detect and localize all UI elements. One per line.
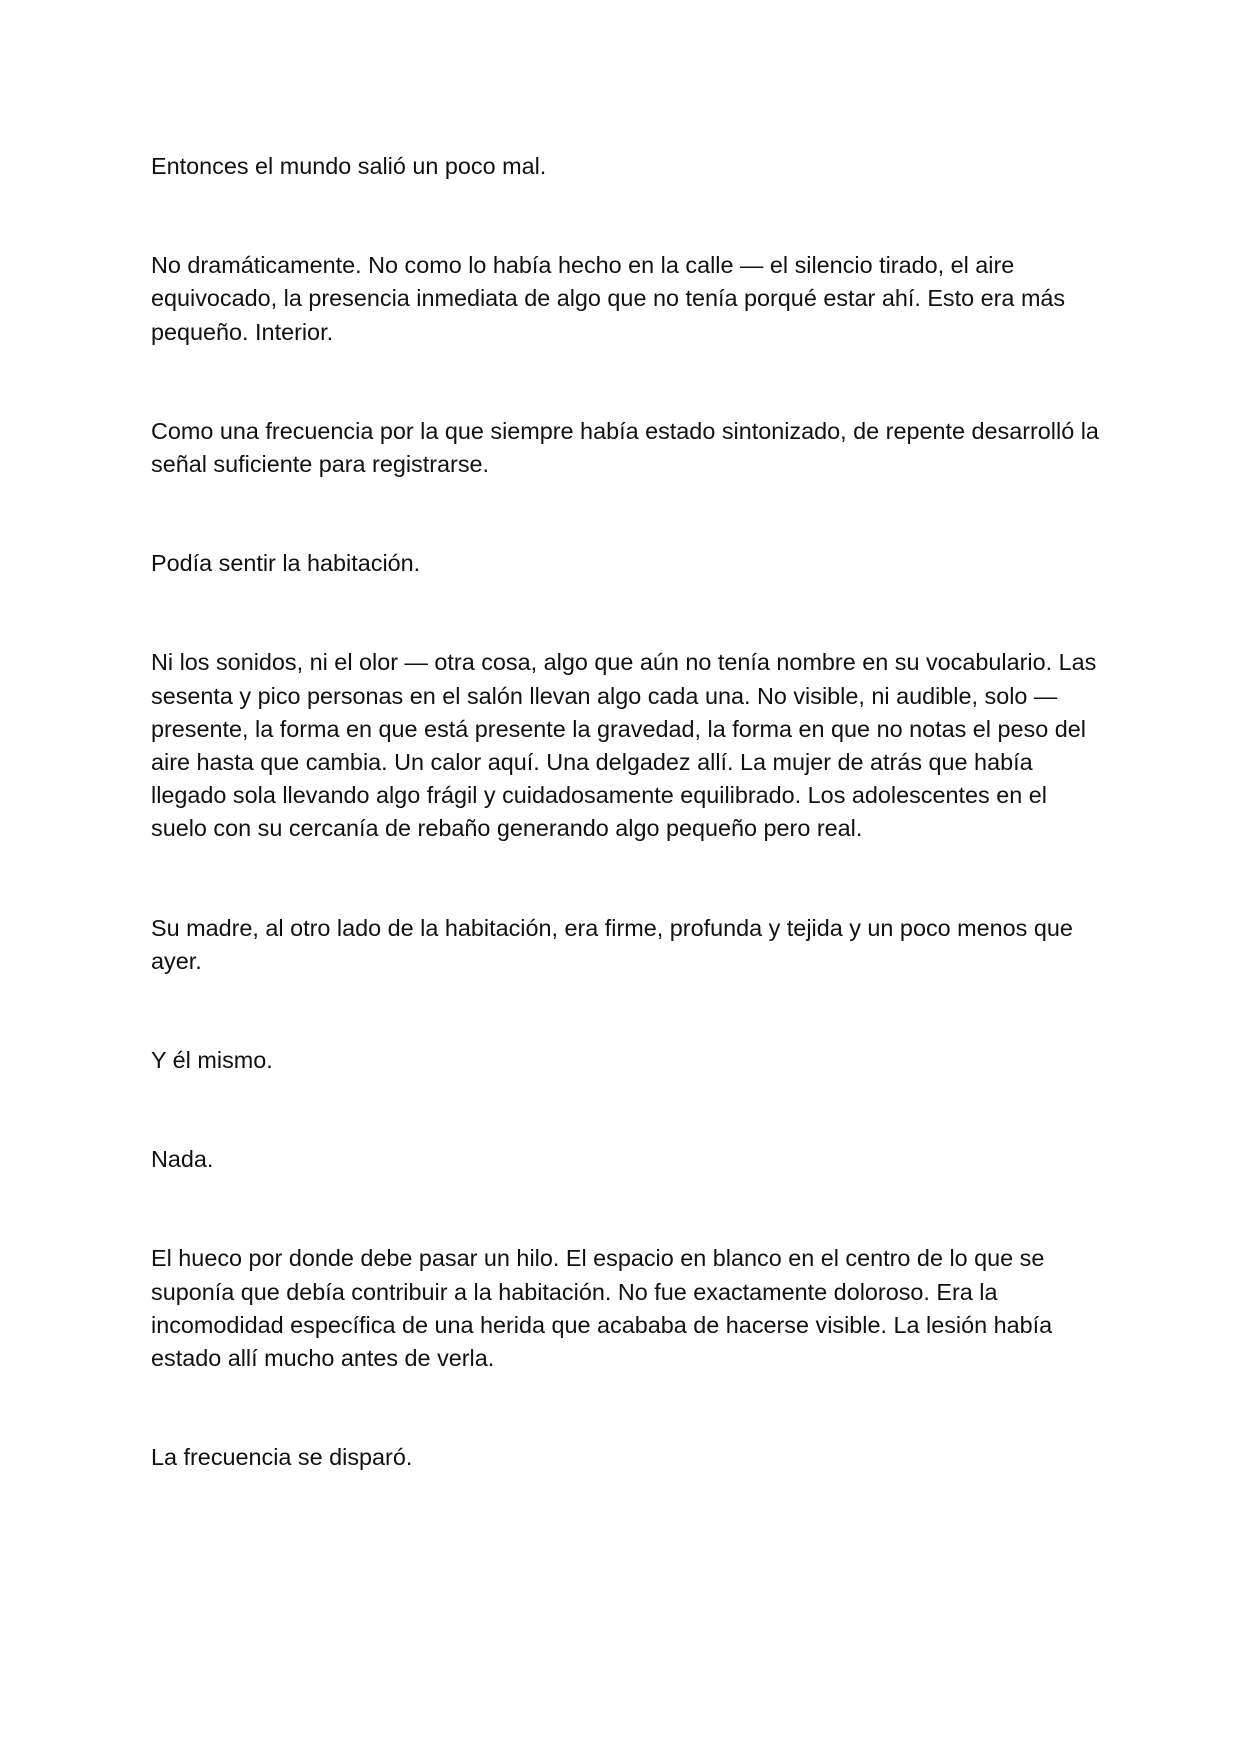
paragraph: El hueco por donde debe pasar un hilo. El espacio en blanco en el centro de lo que se suponía que debía contribuir a la habitación. No fue exactamente doloroso. Era la incomodidad específica de una herida que acababa de hacerse visible. La lesión había estado allí mucho antes de verla. (151, 1245, 1053, 1372)
paragraph: Nada. (151, 1146, 214, 1173)
paragraph: Entonces el mundo salió un poco mal. (151, 153, 547, 179)
paragraph: Su madre, al otro lado de la habitación, era firme, profunda y tejida y un poco menos que ayer. (151, 914, 1073, 974)
paragraph: La frecuencia se disparó. (151, 1444, 413, 1471)
document-body (151, 150, 1101, 1474)
paragraph: Y él mismo. (151, 1047, 273, 1074)
paragraph: No dramáticamente. No como lo había hecho en la calle — el silencio tirado, el aire equivocado, la presencia inmediata de algo que no tenía porqué estar ahí. Esto era más pequeño. Interior. (151, 252, 1066, 345)
paragraph: Ni los sonidos, ni el olor — otra cosa, algo que aún no tenía nombre en su vocabulario. Las sesenta y pico personas en el salón llevan algo cada una. No visible, ni audible, solo — presente, la forma en que está presente la gravedad, la forma en que no notas el peso del aire hasta que cambia. Un calor aquí. Una delgadez allí. La mujer de atrás que había llegado sola llevando algo frágil y cuidadosamente equilibrado. Los adolescentes en el suelo con su cercanía de rebaño generando algo pequeño pero real. (151, 649, 1097, 842)
paragraph: Como una frecuencia por la que siempre había estado sintonizado, de repente desarrolló la señal suficiente para registrarse. (151, 417, 1099, 478)
paragraph: Podía sentir la habitación. (151, 550, 421, 577)
